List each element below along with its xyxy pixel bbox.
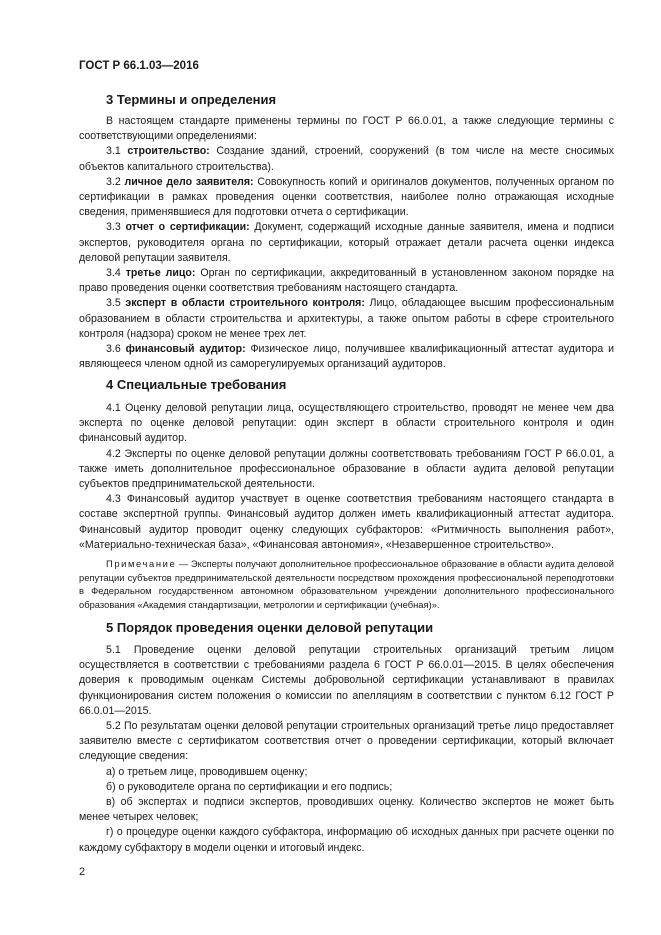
term-3-1: 3.1 строительство: Создание зданий, строений, сооружений (в том числе на месте сносимых объектов капитального строительства).: [79, 145, 614, 173]
term-3-5: 3.5 эксперт в области строительного контроля: Лицо, обладающее высшим профессиональным образованием в области строительства и архитектуры, а также опытом работы в сфере строительного контроля (надзора) сроком не менее трех лет.: [79, 297, 614, 340]
clause-5-2: 5.2 По результатам оценки деловой репутации строительных организаций третье лицо предоставляет заявителю вместе с сертификатом соответствия отчет о проведении сертификации, который включает следующие сведения:: [79, 720, 614, 763]
clause-4-3: 4.3 Финансовый аудитор участвует в оценке соответствия требованиям настоящего стандарта в составе экспертной группы. Финансовый аудитор должен иметь квалификационный аттестат аудитора. Финансовый аудитор проводит оценку следующих субфакторов: «Ритмичность выполнения работ», «Материально-техническая база», «Финансовая автономия», «Незавершенное строительство».: [79, 493, 614, 551]
term-3-3: 3.3 отчет о сертификации: Документ, содержащий исходные данные заявителя, имена и подписи экспертов, руководителя органа по сертификации, который отражает детали расчета оценки индекса деловой репутации заявителя.: [79, 221, 614, 264]
section-4-title: 4 Специальные требования: [106, 377, 287, 392]
section-5-title: 5 Порядок проведения оценки деловой репутации: [106, 620, 434, 635]
page-number: 2: [79, 866, 86, 878]
section-3-body: [79, 114, 614, 372]
section-4-body: [79, 401, 614, 611]
list-item-g: г) о процедуре оценки каждого субфактора, информацию об исходных данных при расчете оценки по каждому субфактору в модели оценки и итоговый индекс.: [79, 826, 614, 854]
term-3-6: 3.6 финансовый аудитор: Физическое лицо, получившее квалификационный аттестат аудитора и являющееся членом одной из саморегулируемых организаций аудиторов.: [79, 343, 614, 371]
section-5-body: [79, 643, 614, 856]
clause-4-2: 4.2 Эксперты по оценке деловой репутации должны соответствовать требованиям ГОСТ Р 66.0.01, а также иметь дополнительное профессиональное образование в области аудита деловой репутации субъектов предпринимательской деятельности.: [79, 447, 614, 491]
note: Примечание — Эксперты получают дополнительное профессиональное образование в области аудита деловой репутации субъектов предпринимательской деятельности посредством прохождения профессиональной переподготовки в Федеральном государственном автономном образовательном учреждении дополнительного профессионального образования «Академия стандартизации, метрологии и сертификации (учебная)».: [79, 558, 614, 610]
list-item-a: а) о третьем лице, проводившем оценку;: [106, 765, 308, 778]
section-3-intro: В настоящем стандарте применены термины по ГОСТ Р 66.0.01, а также следующие термины с соответствующими определениями:: [79, 115, 614, 143]
clause-5-1: 5.1 Проведение оценки деловой репутации строительных организаций третьим лицом осуществляется в соответствии с требованиями раздела 6 ГОСТ Р 66.0.01—2015. В целях обеспечения доверия к проводимым оценкам Системы добровольной сертификации устанавливают в правилах функционирования систем положения о комиссии по апелляциям в соответствии с пунктом 6.12 ГОСТ Р 66.0.01—2015.: [79, 644, 614, 717]
term-3-2: 3.2 личное дело заявителя: Совокупность копий и оригиналов документов, полученных органом по сертификации в рамках проведения оценки соответствия, наиболее полно отражающая исходные сведения, применявшиеся для подготовки отчета о сертификации.: [79, 175, 614, 219]
section-3-title: 3 Термины и определения: [106, 92, 277, 107]
list-item-v: в) об экспертах и подписи экспертов, проводивших оценку. Количество экспертов не может быть менее четырех человек;: [79, 796, 614, 824]
list-item-b: б) о руководителе органа по сертификации и его подпись;: [106, 780, 393, 793]
clause-4-1: 4.1 Оценку деловой репутации лица, осуществляющего строительство, проводят не менее чем два эксперта по оценке деловой репутации: один эксперт в области строительного контроля и один финансовый аудитор.: [79, 402, 614, 445]
document-header: ГОСТ Р 66.1.03—2016: [79, 60, 199, 72]
term-3-4: 3.4 третье лицо: Орган по сертификации, аккредитованный в установленном законом порядке на право проведения оценки соответствия требованиям настоящего стандарта.: [79, 267, 615, 295]
